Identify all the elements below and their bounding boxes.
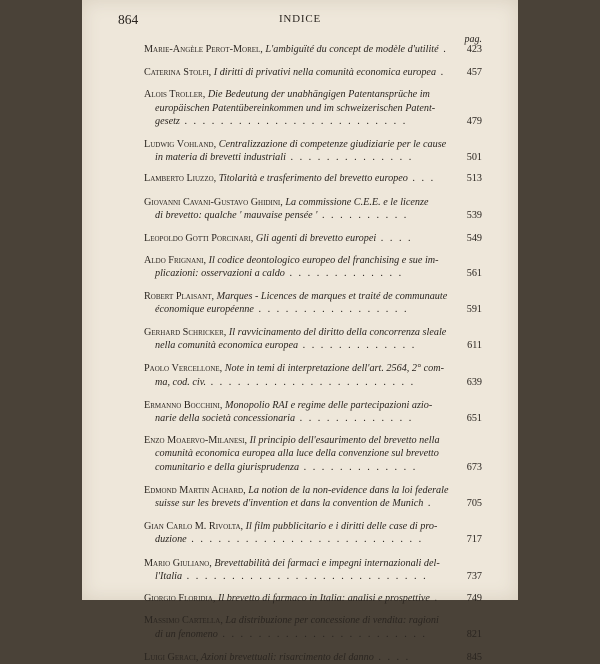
toc-dots: . . . bbox=[407, 173, 436, 185]
toc-entry-line bbox=[144, 461, 482, 474]
toc-author: Robert Plaisant, bbox=[144, 290, 215, 302]
toc-title: Note in temi di interpretazione dell'art. 2564, 2° com- bbox=[222, 363, 444, 375]
toc-author: Luigi Geraci, bbox=[144, 651, 199, 663]
toc-author: Giorgio Floridia, bbox=[144, 593, 216, 605]
toc-author: Mario Giuliano, bbox=[144, 557, 212, 569]
toc-page-number: 717 bbox=[466, 534, 482, 546]
toc-dots: . bbox=[436, 67, 446, 79]
toc-author: Alois Troller, bbox=[144, 89, 206, 101]
toc-entry bbox=[144, 651, 482, 664]
toc-dots: . . . . . . . . . . . . . . . . . . . . . . . . . . . bbox=[182, 570, 428, 582]
toc-dots: . . . . . . . . . . . . . . bbox=[285, 152, 414, 164]
toc-author: Lamberto Liuzzo, bbox=[144, 173, 217, 185]
toc-title: Il codice deontologico europeo del franchising e sue im- bbox=[206, 255, 439, 267]
toc-page-number: 513 bbox=[466, 173, 482, 185]
toc-entry bbox=[144, 138, 482, 164]
toc-author: Ludwig Vohland, bbox=[144, 139, 217, 151]
toc-title: Brevettabilità dei farmaci e impegni internazionali del- bbox=[211, 557, 440, 569]
toc-page-number: 479 bbox=[466, 115, 482, 127]
toc-entry bbox=[144, 557, 482, 583]
toc-dots: . bbox=[423, 498, 433, 510]
toc-entry-line bbox=[144, 339, 482, 352]
toc-entry-line bbox=[144, 412, 482, 425]
toc-entry-line bbox=[144, 303, 482, 316]
toc-entry-line bbox=[144, 138, 482, 151]
toc-title: Il ravvicinamento del diritto della concorrenza sleale bbox=[226, 327, 447, 339]
toc-entry-line bbox=[144, 399, 482, 412]
toc-title: comunità economica europea alla luce della convenzione sul brevetto bbox=[155, 448, 439, 460]
toc-dots: . . . . . . . . . . . . . . . . . . . . . . . . . bbox=[179, 115, 408, 127]
toc-title: Die Bedeutung der unabhängigen Patentansprüche im bbox=[205, 89, 430, 101]
toc-entry bbox=[144, 290, 482, 316]
toc-entry-line bbox=[144, 614, 482, 627]
toc-entry-line bbox=[144, 376, 482, 389]
table-of-contents bbox=[144, 40, 482, 664]
page-title: INDICE bbox=[278, 13, 322, 25]
toc-title: di brevetto: qualche ' mauvaise pensée ' bbox=[155, 209, 318, 221]
toc-title: Azioni brevettuali: risarcimento del danno bbox=[198, 651, 374, 663]
toc-page-number: 591 bbox=[466, 303, 482, 315]
toc-author: Paolo Vercellone, bbox=[144, 363, 223, 375]
toc-entry-line bbox=[144, 102, 482, 115]
toc-entry-line bbox=[144, 209, 482, 222]
toc-title: comunitario e della giurisprudenza bbox=[155, 461, 300, 473]
toc-title: La distribuzione per concessione di vendita: ragioni bbox=[222, 615, 439, 627]
toc-page-number: 611 bbox=[467, 340, 482, 352]
toc-author: Enzo Moaervo-Milanesi, bbox=[144, 435, 248, 447]
toc-entry-line bbox=[144, 570, 482, 583]
toc-dots: . . . . . . . . . . . . . bbox=[284, 268, 404, 280]
toc-title: Il film pubblicitario e i diritti delle case di pro- bbox=[243, 521, 438, 533]
toc-page-number: 539 bbox=[466, 209, 482, 221]
toc-entry-line bbox=[144, 290, 482, 303]
toc-page-number: 821 bbox=[466, 628, 482, 640]
toc-author: Edmond Martin Achard, bbox=[144, 484, 246, 496]
toc-entry-line bbox=[144, 151, 482, 164]
toc-entry-line bbox=[144, 592, 482, 605]
toc-dots: . . . . bbox=[376, 233, 413, 245]
toc-dots: . . . . . . . . . . . . . . . . . . . . . . . . . . bbox=[186, 534, 424, 546]
toc-entry bbox=[144, 484, 482, 510]
toc-dots: . . . . . . . . . . . . . . . . . . . . . . . bbox=[206, 376, 416, 388]
toc-dots: . bbox=[429, 593, 440, 605]
toc-author: Giovanni Cavani-Gustavo Ghidini, bbox=[144, 196, 283, 208]
toc-dots: . . . . . . . . . . . . . bbox=[298, 340, 417, 352]
toc-entry bbox=[144, 520, 482, 546]
toc-title: suisse sur les brevets d'invention et dans la convention de Munich bbox=[155, 498, 424, 510]
page-column-label: pag. bbox=[464, 34, 482, 45]
toc-author: Marie-Angèle Perot-Morel, bbox=[144, 44, 263, 55]
toc-page-number: 639 bbox=[466, 376, 482, 388]
toc-entry-line bbox=[144, 88, 482, 101]
toc-page-number: 737 bbox=[466, 570, 482, 582]
toc-dots: . . . . . . . . . . . . . . . . . bbox=[253, 303, 409, 315]
toc-entry bbox=[144, 88, 482, 128]
toc-entry-line bbox=[144, 484, 482, 497]
toc-page-number: 845 bbox=[466, 651, 482, 663]
toc-title: ma, cod. civ. bbox=[155, 376, 207, 388]
toc-title: La commissione C.E.E. e le licenze bbox=[282, 196, 429, 208]
toc-entry bbox=[144, 172, 482, 185]
toc-page-number: 501 bbox=[466, 152, 482, 164]
toc-page-number: 457 bbox=[466, 67, 482, 79]
toc-page-number: 673 bbox=[466, 461, 482, 473]
toc-title: plicazioni: osservazioni a caldo bbox=[155, 268, 285, 280]
toc-entry-line bbox=[144, 172, 482, 185]
toc-author: Gerhard Schricker, bbox=[144, 327, 227, 339]
toc-entry bbox=[144, 196, 482, 222]
toc-title: Marques - Licences de marques et traité de communaute bbox=[214, 290, 448, 302]
toc-page-number: 749 bbox=[466, 593, 482, 605]
toc-entry bbox=[144, 434, 482, 474]
toc-title: I diritti di privativi nella comunità economica europea bbox=[211, 67, 437, 79]
toc-page-number: 561 bbox=[466, 268, 482, 280]
toc-entry-line bbox=[144, 115, 482, 128]
toc-entry bbox=[144, 592, 482, 605]
toc-page-number: 651 bbox=[466, 413, 482, 425]
toc-title: gesetz bbox=[155, 115, 180, 127]
toc-title: europäischen Patentübereinkommen und im schweizerischen Patent- bbox=[155, 102, 436, 114]
toc-author: Leopoldo Gotti Porcinari, bbox=[144, 233, 254, 245]
toc-page-number: 423 bbox=[466, 44, 482, 55]
toc-entry bbox=[144, 399, 482, 425]
toc-entry bbox=[144, 254, 482, 280]
book-page bbox=[82, 0, 518, 663]
toc-entry bbox=[144, 614, 482, 640]
toc-entry-line bbox=[144, 520, 482, 533]
toc-entry-line bbox=[144, 66, 482, 79]
toc-author: Caterina Stolfi, bbox=[144, 67, 212, 79]
toc-title: Il brevetto di farmaco in Italia: analisi e prospettive bbox=[215, 593, 430, 605]
toc-dots: . . . . . . . . . . bbox=[317, 209, 409, 221]
toc-entry bbox=[144, 326, 482, 352]
toc-entry bbox=[144, 66, 482, 79]
toc-title: l'Italia bbox=[155, 570, 183, 582]
toc-title: Titolarità e trasferimento del brevetto europeo bbox=[216, 173, 408, 185]
toc-entry-line bbox=[144, 232, 482, 245]
toc-author: Massimo Cartella, bbox=[144, 615, 223, 627]
toc-title: Il principio dell'esaurimento del brevetto nella bbox=[247, 435, 440, 447]
toc-entry-line bbox=[144, 326, 482, 339]
toc-entry-line bbox=[144, 267, 482, 280]
toc-dots: . . . . . . . . . . . . . . . . . . . . . . . bbox=[217, 628, 427, 640]
toc-entry-line bbox=[144, 43, 482, 56]
toc-entry-line bbox=[144, 651, 482, 664]
toc-entry bbox=[144, 43, 482, 56]
toc-title: Monopolio RAI e regime delle partecipazioni azio- bbox=[222, 399, 433, 411]
toc-entry-line bbox=[144, 362, 482, 375]
toc-entry-line bbox=[144, 196, 482, 209]
toc-entry-line bbox=[144, 628, 482, 641]
toc-title: économique européenne bbox=[155, 303, 254, 315]
toc-page-number: 705 bbox=[466, 498, 482, 510]
toc-entry-line bbox=[144, 434, 482, 447]
toc-title: Centralizzazione di competenze giudiziarie per le cause bbox=[216, 139, 447, 151]
toc-entry-line bbox=[144, 533, 482, 546]
toc-entry-line bbox=[144, 447, 482, 460]
toc-title: di un fenomeno bbox=[155, 628, 218, 640]
toc-entry bbox=[144, 362, 482, 388]
toc-page-number: 549 bbox=[466, 233, 482, 245]
toc-author: Gian Carlo M. Rivolta, bbox=[144, 521, 244, 533]
page-number: 864 bbox=[118, 12, 139, 27]
toc-dots: . . . . . . . . . . . . . bbox=[299, 461, 418, 473]
toc-entry-line bbox=[144, 254, 482, 267]
toc-entry bbox=[144, 232, 482, 245]
toc-author: Aldo Frignani, bbox=[144, 255, 207, 267]
toc-entry-line bbox=[144, 557, 482, 570]
toc-title: Gli agenti di brevetto europei bbox=[253, 233, 377, 245]
toc-dots: . . . . . . . . . . . . . bbox=[295, 413, 414, 425]
toc-title: La notion de la non-evidence dans la loi federale bbox=[245, 484, 449, 496]
toc-title: nella comunità economica europea bbox=[155, 340, 299, 352]
toc-dots: . . . . bbox=[373, 651, 411, 663]
toc-title: duzione bbox=[155, 534, 187, 546]
toc-title: in materia di brevetti industriali bbox=[155, 152, 286, 164]
toc-dots: . bbox=[438, 44, 448, 55]
toc-title: L'ambiguïté du concept de modèle d'utilité bbox=[262, 44, 439, 55]
toc-author: Ermanno Bocchini, bbox=[144, 399, 223, 411]
toc-entry-line bbox=[144, 497, 482, 510]
toc-title: narie della società concessionaria bbox=[155, 413, 296, 425]
